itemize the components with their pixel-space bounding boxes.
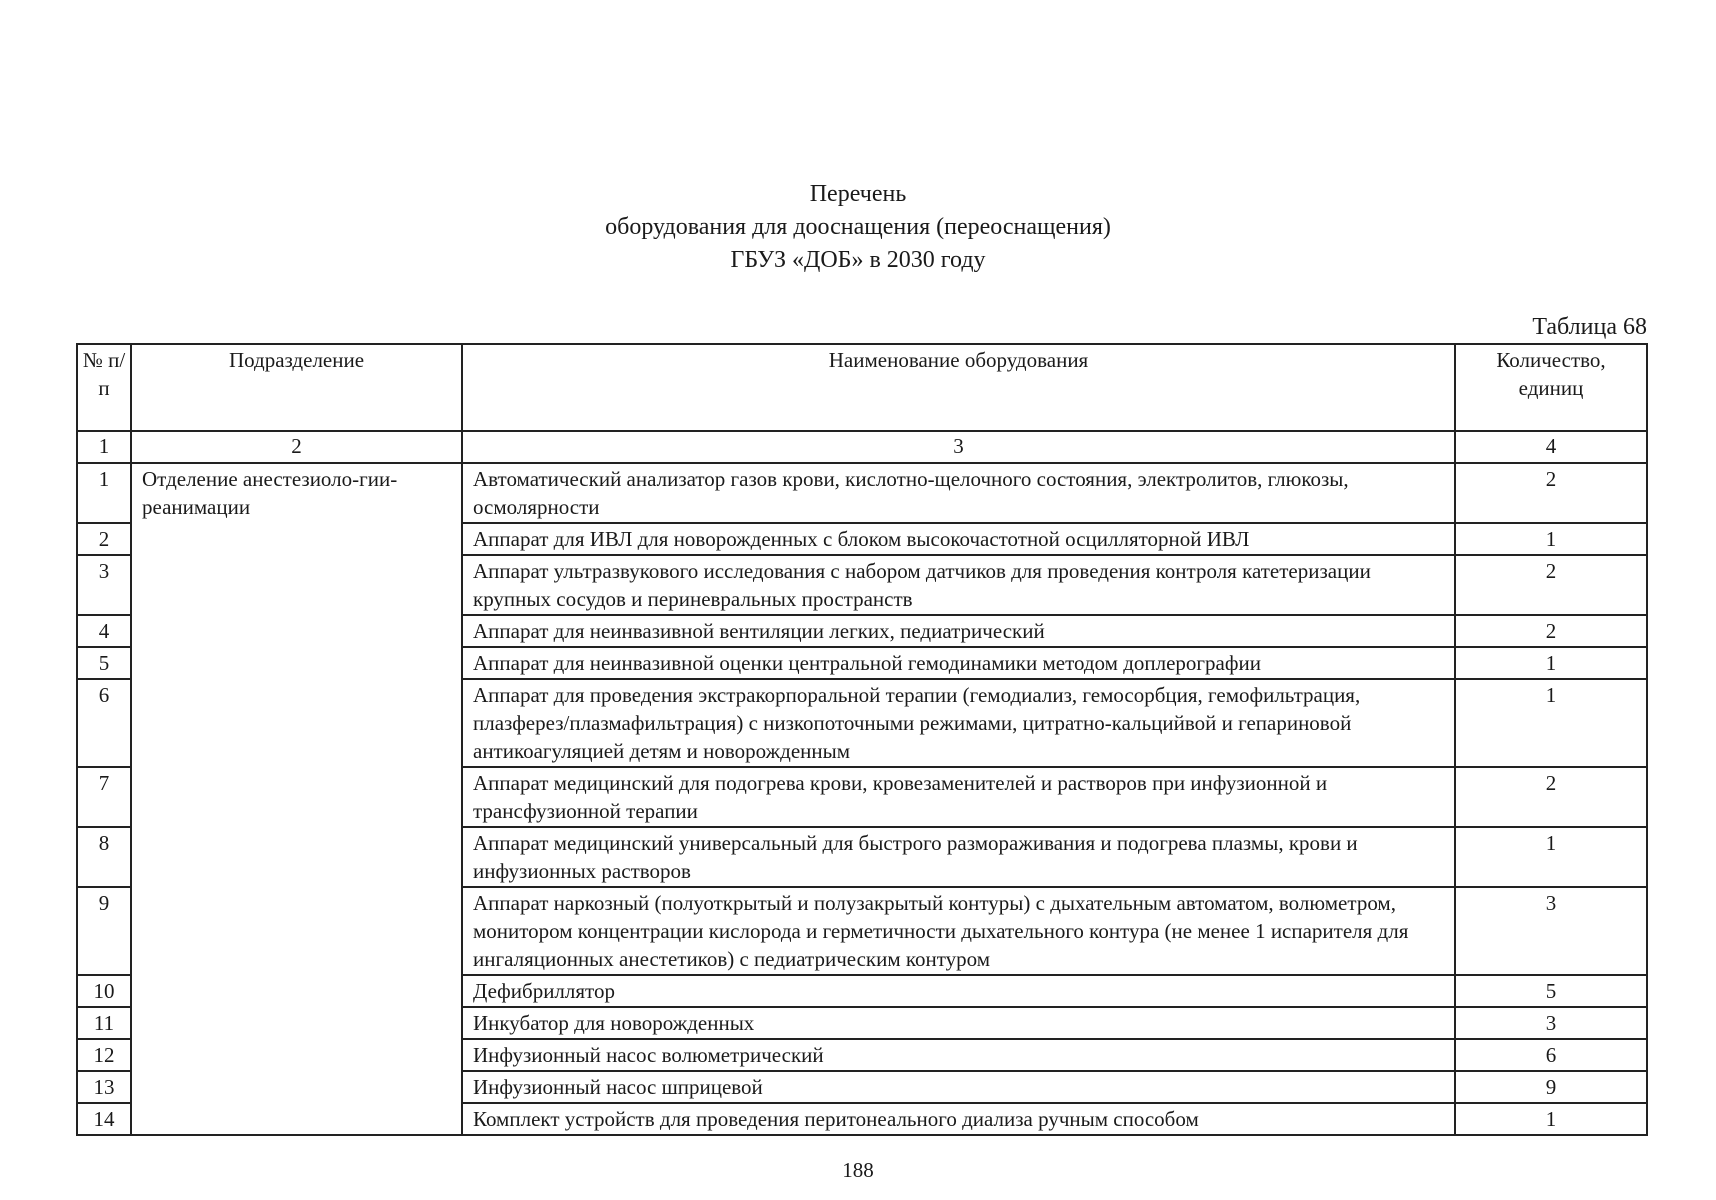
row-number: 14 [77, 1103, 131, 1135]
column-number-row [77, 431, 1647, 463]
row-number: 12 [77, 1039, 131, 1071]
header-num: № п/ п [77, 344, 131, 431]
equipment-name: Комплект устройств для проведения перитонеального диализа ручным способом [462, 1103, 1455, 1135]
table-row [77, 463, 1647, 523]
row-number: 5 [77, 647, 131, 679]
equipment-quantity: 2 [1455, 463, 1647, 523]
row-number: 8 [77, 827, 131, 887]
document-title [0, 178, 1716, 277]
row-number: 3 [77, 555, 131, 615]
equipment-name: Инкубатор для новорожденных [462, 1007, 1455, 1039]
row-number: 7 [77, 767, 131, 827]
equipment-name: Аппарат наркозный (полуоткрытый и полузакрытый контуры) с дыхательным автоматом, волюметром, монитором концентрации кислорода и герметичности дыхательного контура (не менее 1 испарителя для ингаляционных анестетиков) с педиатрическим контуром [462, 887, 1455, 975]
equipment-quantity: 5 [1455, 975, 1647, 1007]
column-number: 4 [1455, 431, 1647, 463]
header-division: Подразделение [131, 344, 462, 431]
title-line-2: оборудования для дооснащения (переоснащения) [605, 214, 1111, 240]
equipment-name: Аппарат ультразвукового исследования с набором датчиков для проведения контроля катетеризации крупных сосудов и периневральных пространств [462, 555, 1455, 615]
equipment-quantity: 3 [1455, 887, 1647, 975]
header-qty: Количество, единиц [1455, 344, 1647, 431]
equipment-quantity: 2 [1455, 555, 1647, 615]
row-number: 9 [77, 887, 131, 975]
table-header-row [77, 344, 1647, 431]
column-number: 3 [462, 431, 1455, 463]
row-number: 6 [77, 679, 131, 767]
page-number: 188 [842, 1158, 874, 1182]
equipment-quantity: 2 [1455, 615, 1647, 647]
equipment-name: Автоматический анализатор газов крови, кислотно-щелочного состояния, электролитов, глюкозы, осмолярности [462, 463, 1455, 523]
row-number: 10 [77, 975, 131, 1007]
column-number: 2 [131, 431, 462, 463]
row-number: 4 [77, 615, 131, 647]
division-cell: Отделение анестезиоло-гии-реанимации [131, 463, 462, 1135]
column-number: 1 [77, 431, 131, 463]
equipment-name: Аппарат для неинвазивной вентиляции легких, педиатрический [462, 615, 1455, 647]
title-line-1: Перечень [809, 181, 907, 207]
equipment-name: Инфузионный насос шприцевой [462, 1071, 1455, 1103]
equipment-quantity: 1 [1455, 647, 1647, 679]
equipment-quantity: 1 [1455, 679, 1647, 767]
equipment-name: Инфузионный насос волюметрический [462, 1039, 1455, 1071]
equipment-name: Аппарат медицинский для подогрева крови, кровезаменителей и растворов при инфузионной и трансфузионной терапии [462, 767, 1455, 827]
equipment-name: Дефибриллятор [462, 975, 1455, 1007]
equipment-quantity: 6 [1455, 1039, 1647, 1071]
equipment-name: Аппарат для ИВЛ для новорожденных с блоком высокочастотной осцилляторной ИВЛ [462, 523, 1455, 555]
row-number: 11 [77, 1007, 131, 1039]
equipment-quantity: 9 [1455, 1071, 1647, 1103]
row-number: 1 [77, 463, 131, 523]
equipment-name: Аппарат для проведения экстракорпоральной терапии (гемодиализ, гемосорбция, гемофильтрация, плазферез/плазмафильтрация) с низкопоточными режимами, цитратно-кальцийвой и гепариновой антикоагуляцией детям и новорожденным [462, 679, 1455, 767]
equipment-quantity: 1 [1455, 523, 1647, 555]
title-line-3: ГБУЗ «ДОБ» в 2030 году [730, 247, 986, 273]
table-label: Таблица 68 [1532, 314, 1647, 340]
equipment-quantity: 2 [1455, 767, 1647, 827]
equipment-quantity: 3 [1455, 1007, 1647, 1039]
equipment-name: Аппарат для неинвазивной оценки центральной гемодинамики методом доплерографии [462, 647, 1455, 679]
header-name: Наименование оборудования [462, 344, 1455, 431]
equipment-table [76, 343, 1648, 1136]
row-number: 13 [77, 1071, 131, 1103]
equipment-quantity: 1 [1455, 827, 1647, 887]
equipment-quantity: 1 [1455, 1103, 1647, 1135]
equipment-name: Аппарат медицинский универсальный для быстрого размораживания и подогрева плазмы, крови и инфузионных растворов [462, 827, 1455, 887]
row-number: 2 [77, 523, 131, 555]
